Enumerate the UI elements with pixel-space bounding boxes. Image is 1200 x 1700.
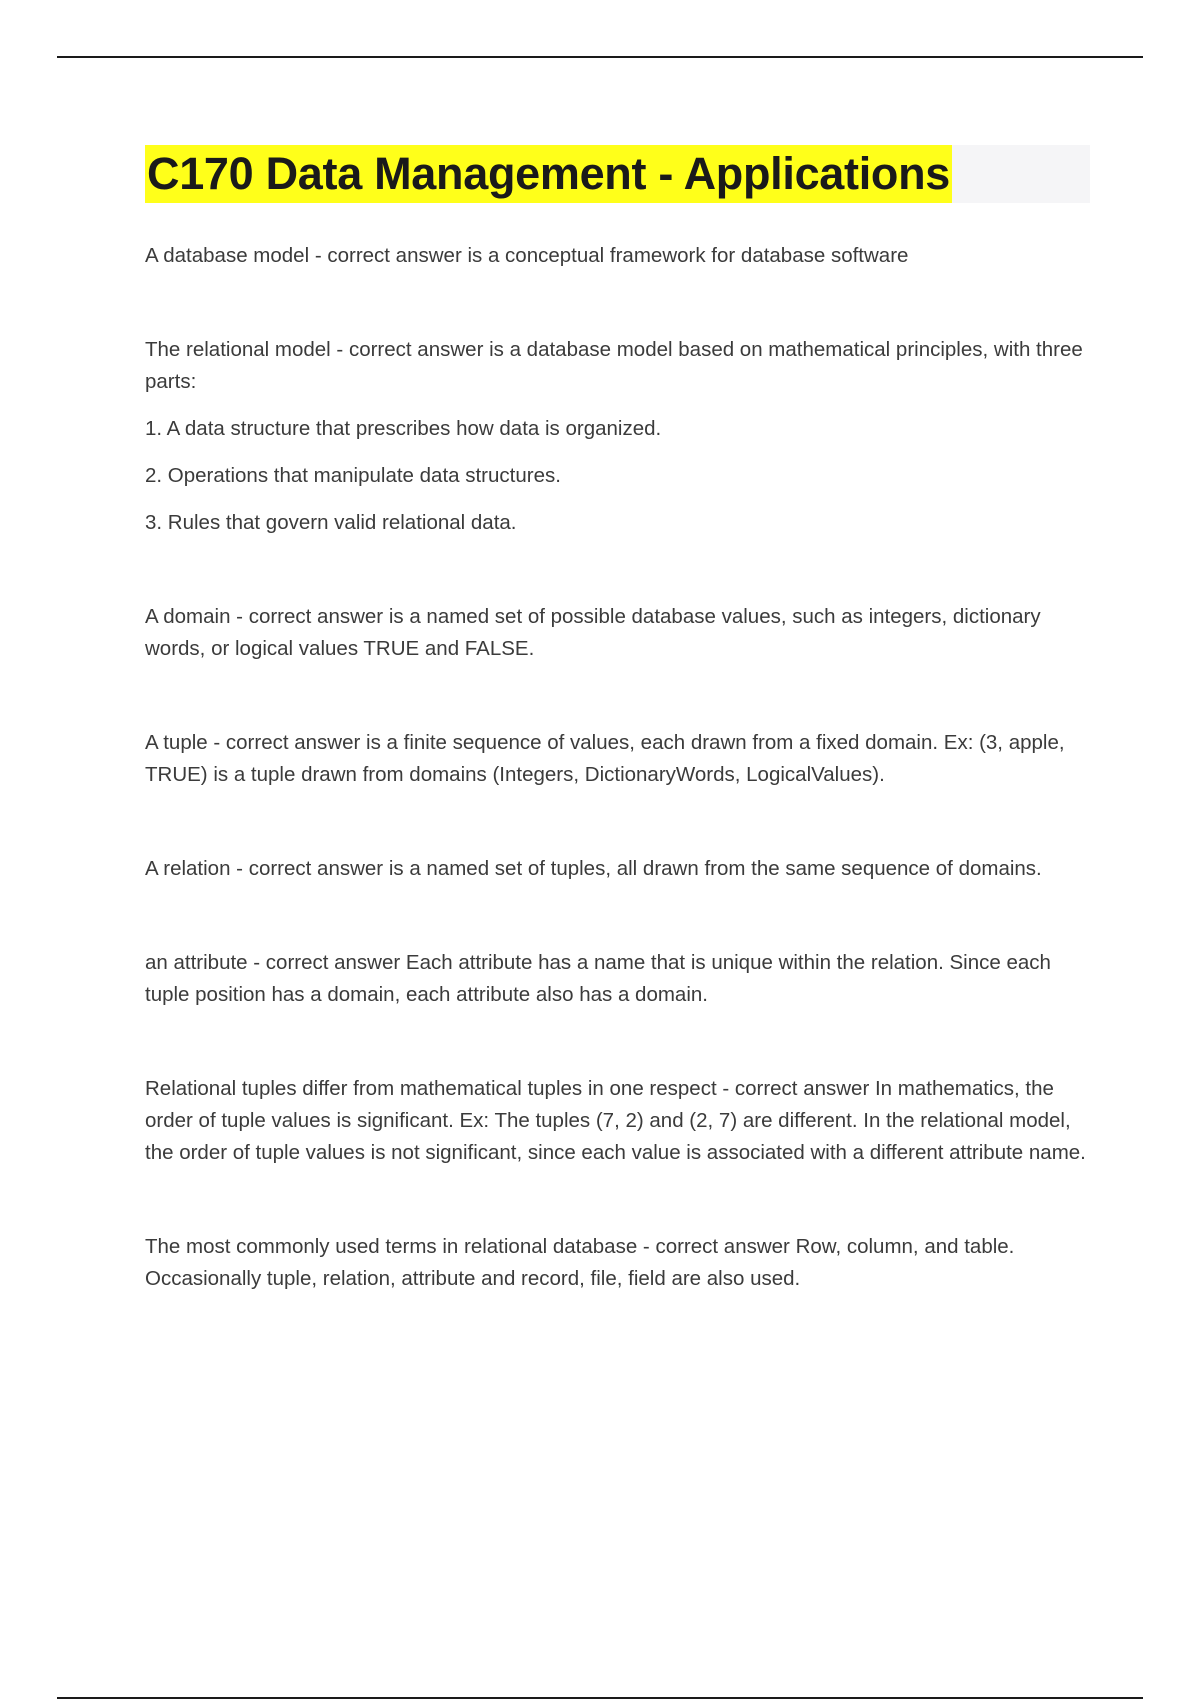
entry-relational-tuples [145,1073,1090,1169]
entry-text: A domain - correct answer is a named set of possible database values, such as integers, dictionary words, or logical values TRUE and FALSE. [145,605,1041,660]
document-body [145,145,1090,1295]
entry-text: A database model - correct answer is a conceptual framework for database software [145,244,909,267]
entry-attribute [145,947,1090,1011]
entry-text: A tuple - correct answer is a finite sequence of values, each drawn from a fixed domain. Ex: (3, apple, TRUE) is a tuple drawn from domains (Integers, DictionaryWords, LogicalValues). [145,731,1065,786]
entry-common-terms [145,1231,1090,1295]
entry-text: The most commonly used terms in relational database - correct answer Row, column, and table. Occasionally tuple, relation, attribute and record, file, field are also used. [145,1235,1015,1290]
entry-text: Relational tuples differ from mathematical tuples in one respect - correct answer In mathematics, the order of tuple values is significant. Ex: The tuples (7, 2) and (2, 7) are different. In the relational model, the order of tuple values is not significant, since each value is associated with a different attribute name. [145,1077,1086,1164]
top-rule [57,56,1143,58]
entry-relation [145,853,1090,885]
entry-domain [145,601,1090,665]
entry-text: A relation - correct answer is a named set of tuples, all drawn from the same sequence of domains. [145,857,1042,880]
entry-text: an attribute - correct answer Each attribute has a name that is unique within the relation. Since each tuple position has a domain, each attribute also has a domain. [145,951,1051,1006]
entry-text: The relational model - correct answer is a database model based on mathematical principles, with three parts: [145,338,1083,393]
list-item: 3. Rules that govern valid relational data. [145,511,517,534]
entry-database-model [145,240,1090,272]
document-title: C170 Data Management - Applications [145,145,952,203]
bottom-rule [57,1697,1143,1699]
entry-tuple [145,727,1090,791]
flashcard-list [145,240,1090,1295]
list-item: 2. Operations that manipulate data structures. [145,464,561,487]
list-item: 1. A data structure that prescribes how data is organized. [145,417,662,440]
title-bar [145,145,1090,203]
entry-relational-model [145,334,1090,539]
